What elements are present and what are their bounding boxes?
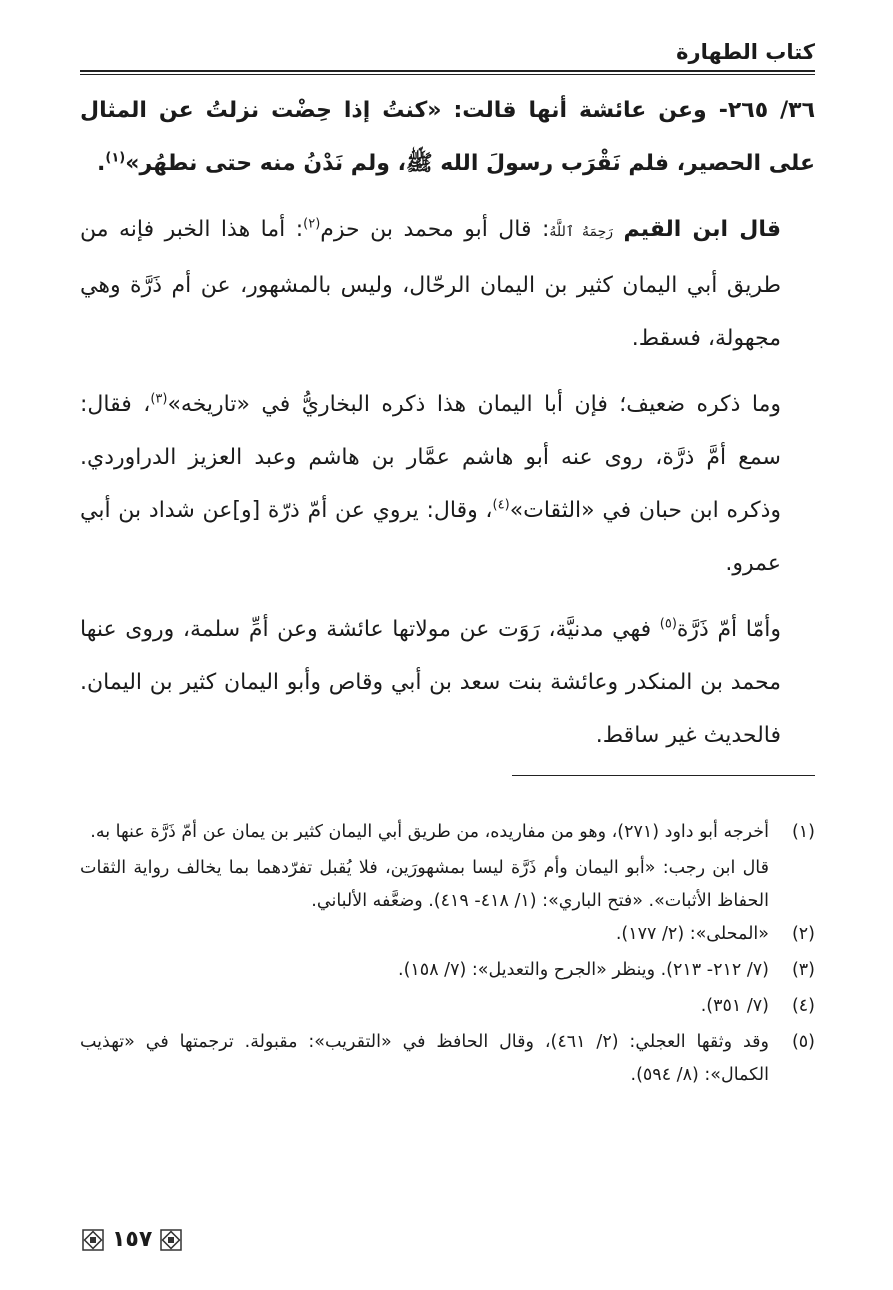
page-folio	[82, 1227, 182, 1252]
hadith-text-end: ، ولم نَدْنُ منه حتى نطهُر»	[125, 151, 406, 176]
footnote-number: (٢)	[791, 924, 815, 944]
ibn-qayyim-paragraph: قال ابن القيم رَحِمَهُ ٱللَّهُ: قال أبو محمد بن حزم$^{(٢)}$: أما هذا الخبر فإنه من طريق أبي اليمان كثير بن اليمان الرحّال، وليس بالمشهور، عن أم ذَرَّة وهي مجهولة، فسقط.	[80, 216, 782, 351]
ornament-icon	[160, 1229, 182, 1251]
footnote-text: (٧/ ٣٥١).	[700, 996, 769, 1016]
footnote-4	[80, 990, 815, 1023]
footnote-ref-1[interactable]: (١)	[105, 150, 126, 166]
footnote-number: (١)	[791, 822, 815, 842]
footnote-2	[80, 918, 815, 951]
page-number: ١٥٧	[112, 1227, 153, 1252]
header-rule-thin	[80, 74, 815, 75]
footnote-text: «المحلى»: (٢/ ١٧٧).	[615, 924, 769, 944]
footnote-3	[80, 954, 815, 987]
footnotes	[80, 816, 815, 1095]
footnote-ref-4[interactable]: (٤)	[492, 497, 510, 513]
footnote-1-continuation: قال ابن رجب: «أبو اليمان وأم ذَرَّة ليسا بمشهورَين، فلا يُقبل تفرّدهما بما يخالف رواية الثقات الحفاظ الأثبات». «فتح الباري»: (١/ ٤١٨- ٤١٩). وضعَّفه الألباني.	[80, 858, 769, 911]
footnote-ref-3[interactable]: (٣)	[150, 391, 168, 407]
hadith-paragraph: ٣٦/ ٢٦٥- وعن عائشة أنها قالت: «كنتُ إذا حِضْت نزلتُ عن المثال على الحصير، فلم نَقْرَب رسولَ الله ﷺ، ولم نَدْنُ منه حتى نطهُر»$^{(١)}$.	[80, 98, 815, 176]
footnote-number: (٣)	[791, 960, 815, 980]
footnote-text: أخرجه أبو داود (٢٧١)، وهو من مفاريده، من طريق أبي اليمان كثير بن يمان عن أمّ ذَرَّة عنها به.	[90, 822, 769, 842]
footnote-1	[80, 816, 815, 849]
footnote-separator	[512, 775, 815, 776]
honorific-glyph: رَحِمَهُ ٱللَّهُ	[549, 224, 613, 240]
main-text	[80, 84, 815, 762]
commentary-paragraph-1: وما ذكره ضعيف؛ فإن أبا اليمان هذا ذكره البخاريُّ في «تاريخه»$^{(٣)}$، فقال: سمع أمَّ ذرَّة، روى عنه أبو هاشم عمَّار بن هاشم وعبد العزيز الدراوردي. وذكره ابن حبان في «الثقات»$^{(٤)}$، وقال: يروي عن أمّ ذرّة [و]عن شداد بن أبي عمرو.	[80, 391, 782, 576]
footnote-number: (٤)	[791, 996, 815, 1016]
chapter-title: كتاب الطهارة	[676, 40, 815, 64]
running-header	[80, 36, 815, 72]
speaker-label: قال ابن القيم	[623, 217, 782, 242]
footnote-text: (٧/ ٢١٢- ٢١٣). وينظر «الجرح والتعديل»: (٧/ ١٥٨).	[398, 960, 769, 980]
hadith-text: ٣٦/ ٢٦٥- وعن عائشة أنها قالت: «كنتُ إذا حِضْت نزلتُ عن المثال على الحصير، فلم نَقْرَب رسولَ الله	[80, 98, 815, 176]
header-rule	[80, 70, 815, 72]
footnote-ref-2[interactable]: (٢)	[303, 216, 321, 232]
book-page	[80, 0, 815, 1290]
ornament-icon	[82, 1229, 104, 1251]
footnote-ref-5[interactable]: (٥)	[659, 616, 677, 632]
salawat-glyph: ﷺ	[405, 151, 433, 176]
footnote-5	[80, 1026, 815, 1092]
footnote-number: (٥)	[791, 1032, 815, 1052]
footnote-text: وقد وثقها العجلي: (٢/ ٤٦١)، وقال الحافظ في «التقريب»: مقبولة. ترجمتها في «تهذيب الكمال»: (٨/ ٥٩٤).	[80, 1032, 769, 1085]
commentary-paragraph-2: وأمّا أمّ ذَرَّة$^{(٥)}$ فهي مدنيَّة، رَوَت عن مولاتها عائشة وعن أمِّ سلمة، وروى عنها محمد بن المنكدر وعائشة بنت سعد بن أبي وقاص وأبو اليمان كثير بن اليمان. فالحديث غير ساقط.	[80, 616, 781, 748]
